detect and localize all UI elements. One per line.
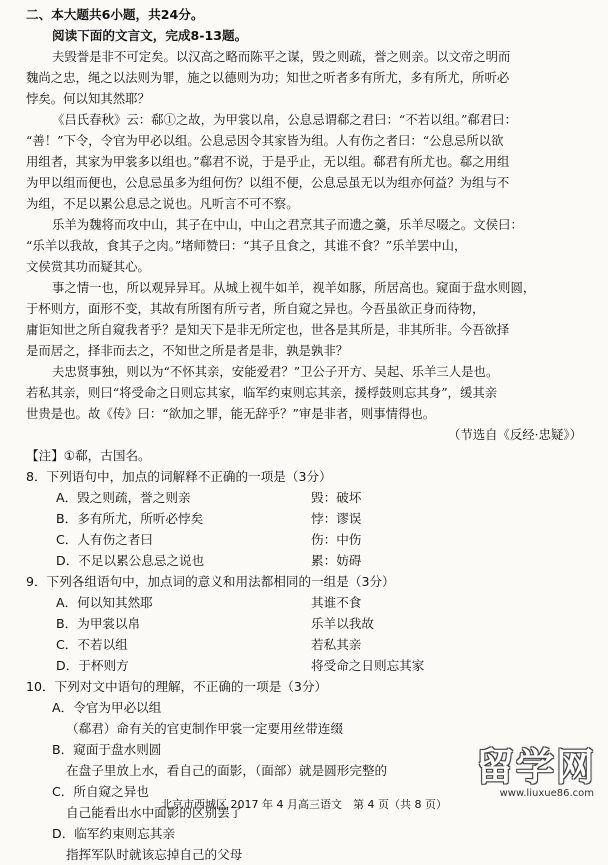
passage-line: “善！”下令，令官为甲必以组。公息忌因令其家皆为组。人有伤之者曰：“公息忌所以欲 (26, 133, 504, 148)
question-8 (26, 466, 586, 571)
section-header: 二、本大题共6小题，共24分。 (26, 7, 204, 22)
option-label: B．多有所尤，所听必悖矣 (56, 511, 204, 526)
passage-line: 庸讵知世之所自窥我者乎？是知天下是非无所定也，世各是其所是，非其所非。今吾欲择 (26, 322, 510, 337)
item-label: B．窥面于盘水则圆 (52, 742, 162, 757)
option-row (26, 634, 586, 655)
passage-line: 悖矣。何以知其然耶？ (26, 91, 150, 106)
passage-line: 夫忠贤事独，则以为“不怀其亲，安能爱君？”卫公子开方、吴起、乐羊三人是也。 (52, 364, 499, 379)
passage-line: 为组，不足以累公息忌之说也。凡听言不可不察。 (26, 196, 299, 211)
passage-line: “乐羊以我故，食其子之肉。”堵师赞曰：“其子且食之，其谁不食？”乐羊罢中山， (26, 238, 467, 253)
option-gloss: 毁：破坏 (311, 490, 362, 505)
item-explain: 在盘子里放上水，看自己的面影，（面部）就是圆形完整的 (66, 763, 388, 778)
source-citation: （节选自《反经·忠疑》） (447, 427, 582, 442)
item-explain: 自己能看出水中面影的区别罢了 (66, 805, 243, 820)
passage-line: 用组者，其家为甲裳多以组也。”郗君不说，于是乎止，无以组。郗君有所尤也。郗之用组 (26, 154, 510, 169)
passage (26, 46, 586, 424)
option-label: D．于杯则方 (56, 658, 129, 673)
question-stem: 8．下列语句中，加点的词解释不正确的一项是（3分） (26, 469, 332, 484)
passage-line: 文侯赏其功而疑其心。 (26, 259, 150, 274)
option-gloss: 其谁不食 (311, 595, 362, 610)
watermark-logo (452, 736, 602, 812)
watermark-main: 留学网 (475, 745, 596, 789)
question-stem: 10．下列对文中语句的理解，不正确的一项是（3分） (26, 679, 328, 694)
option-row (26, 487, 586, 508)
option-label: C．不若以组 (56, 637, 128, 652)
annotation-note: 【注】①郗，古国名。 (26, 448, 151, 463)
option-label: C．人有伤之者曰 (56, 532, 153, 547)
item-label: C．所自窥之异也 (52, 784, 149, 799)
question-9 (26, 571, 586, 676)
watermark-url: www.liuxue86.com (499, 788, 594, 799)
option-label: D．不足以累公息忌之说也 (56, 553, 205, 568)
option-row (26, 655, 586, 676)
passage-line: 若私其亲，则曰“将受命之日则忘其家，临军约束则忘其亲，援桴鼓则忘其身”，缓其亲 (26, 385, 498, 400)
option-gloss: 乐羊以我故 (311, 616, 374, 631)
page-footer: 北京市西城区 2017 年 4 月高三语文 第 4 页（共 8 页） (161, 798, 447, 811)
option-gloss: 若私其亲 (311, 637, 362, 652)
passage-line: 是而居之，择非而去之，不知世之所是者是非，孰是孰非？ (26, 343, 349, 358)
passage-line: 夫毁誉是非不可定矣。以汉高之略而陈平之谋，毁之则疏，誉之则亲。以文帝之明而 (52, 49, 511, 64)
option-label: B．为甲裳以帛 (56, 616, 141, 631)
passage-line: 事之情一也，所以观异异耳。从城上视牛如羊，视羊如豚，所居高也。窥面于盘水则圆， (52, 280, 536, 295)
item-label: A．令官为甲必以组 (52, 700, 162, 715)
option-gloss: 伤：中伤 (311, 532, 362, 547)
option-gloss: 将受命之日则忘其家 (311, 658, 425, 673)
passage-line: 世贵是也。故《传》曰：“欲加之罪，能无辞乎？”审是非者，则事情得也。 (26, 406, 436, 421)
passage-line: 为甲以组而便也，公息忌虽多为组何伤？以组不便，公息忌虽无以为组亦何益？为组与不 (26, 175, 510, 190)
option-label: A．毁之则疏，誉之则亲 (56, 490, 191, 505)
passage-line: 乐羊为魏将而攻中山，其子在中山，中山之君烹其子而遗之羹，乐羊尽啜之。文侯曰： (52, 217, 523, 232)
passage-line: 魏尚之忠，绳之以法则为罪，施之以德则为功；知世之听者多有所尤，多有所尤，所听必 (26, 70, 510, 85)
option-row (26, 529, 586, 550)
item-explain: 指挥军队时就该忘掉自己的父母 (66, 847, 243, 862)
item-explain: （郗君）命有关的官吏制作甲裳一定要用丝带连缀 (66, 721, 344, 736)
question-stem: 9．下列各组语句中，加点词的意义和用法都相同的一组是（3分） (26, 574, 395, 589)
option-row (26, 550, 586, 571)
item-label: D．临军约束则忘其亲 (52, 826, 176, 841)
option-gloss: 悖：谬误 (311, 511, 362, 526)
option-row (26, 592, 586, 613)
option-label: A．何以知其然耶 (56, 595, 153, 610)
option-row (26, 508, 586, 529)
passage-line: 《吕氏春秋》云：郗①之故，为甲裳以帛，公息忌谓郗之君曰：“不若以组。”郗君曰： (52, 112, 517, 127)
instruction: 阅读下面的文言文，完成8-13题。 (52, 28, 248, 43)
option-row (26, 613, 586, 634)
option-gloss: 累：妨碍 (311, 553, 362, 568)
passage-line: 于杯则方，面形不变，其故有所图有所亏者，所自窥之异也。今吾虽欲正身而待物， (26, 301, 485, 316)
